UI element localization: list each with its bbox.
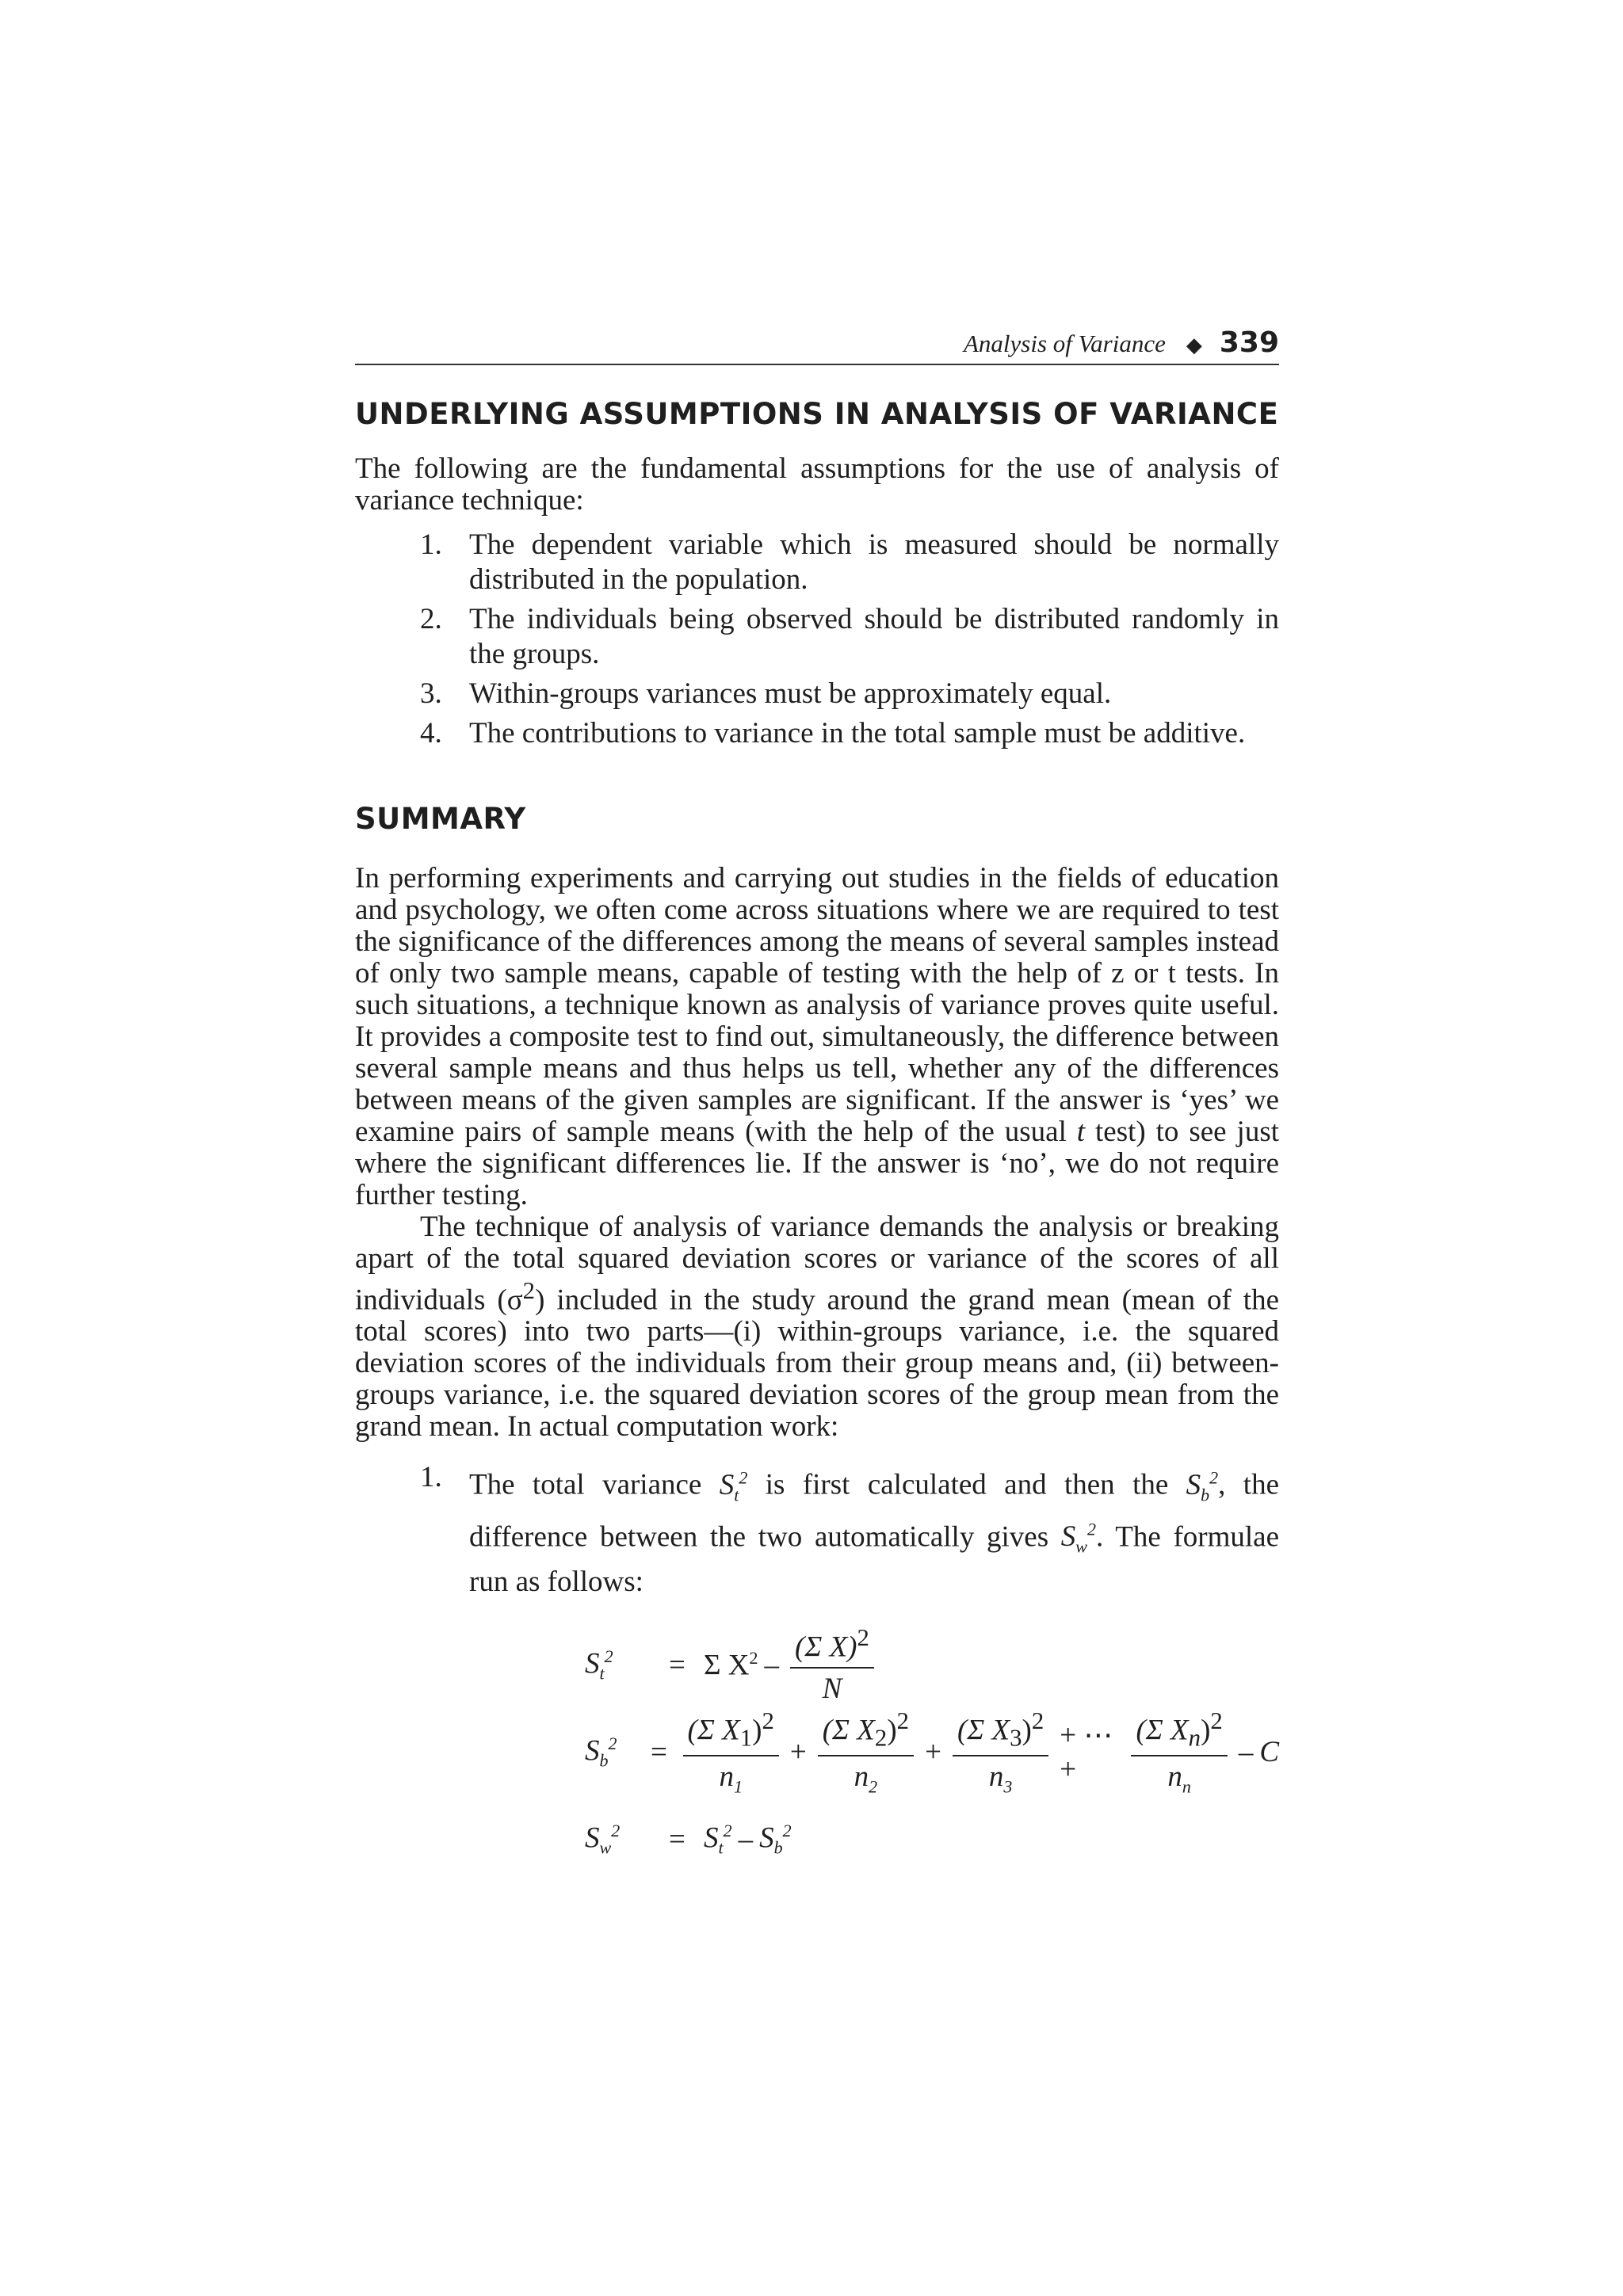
assumptions-intro: The following are the fundamental assumptions for the use of analysis of variance technique: (355, 452, 1279, 517)
formula-between-variance: $S_b^2$ = $\frac{(\Sigma X_1)^2}{n_1}$ + $\frac{(\Sigma X_2)^2}{n_2}$ + $\frac{(\Sigma X_3)^2}{n_3}$ + ⋯ + $\frac{(\Sigma X_n)^2}{n_n}$ – C (585, 1707, 1279, 1797)
formula-within-variance: $S_w^2$ = $S_t^2$ – $S_b^2$ (585, 1820, 792, 1858)
list-item: 3. Within-groups variances must be approximately equal. (420, 677, 1112, 710)
section-heading-summary: SUMMARY (355, 802, 526, 836)
diamond-icon: ◆ (1186, 334, 1202, 357)
formula-block (585, 1622, 1279, 1883)
page-number: 339 (1219, 326, 1279, 359)
summary-paragraph-2: The technique of analysis of variance demands the analysis or breaking apart of the total squared deviation scores or variance of the scores of all individuals $(\sigma^2)$ included in the study around the grand mean (mean of the total scores) into two parts—(i) within-groups variance, i.e. the squared deviation scores of the individuals from their group means and, (ii) between-groups variance, i.e. the squared deviation scores of the group mean from the grand mean. In actual computation work: (355, 1211, 1280, 1444)
computation-list (355, 1460, 1279, 1599)
running-title: Analysis of Variance (963, 330, 1166, 357)
assumptions-list (355, 528, 1279, 751)
list-item: 1. The dependent variable which is measured should be normally distributed in the population. (420, 528, 1279, 596)
running-header (355, 326, 1279, 365)
list-item: 2. The individuals being observed should be distributed randomly in the groups. (420, 603, 1279, 670)
list-item: 1. The total variance $S_t^2$ is first calculated and then the $S_b^2$, the difference between the two automatically gives $S_w^2$. The formulae run as follows: (420, 1461, 1280, 1598)
summary-paragraph-1: In performing experiments and carrying out studies in the fields of education and psychology, we often come across situations where we are required to test the significance of the differences among the means of several samples instead of only two sample means, capable of testing with the help of z or t tests. In such situations, a technique known as analysis of variance proves quite useful. It provides a composite test to find out, simultaneously, the difference between several sample means and thus helps us tell, whether any of the differences between means of the given samples are significant. If the answer is ‘yes’ we examine pairs of sample means (with the help of the usual t test) to see just where the significant differences lie. If the answer is ‘no’, we do not require further testing. (355, 862, 1279, 1211)
formula-total-variance: $S_t^2$ = Σ $X^2$ – $\frac{(\Sigma X)^2}{N}$ (585, 1622, 1279, 1709)
section-heading-assumptions: UNDERLYING ASSUMPTIONS IN ANALYSIS OF VARIANCE (355, 397, 1279, 431)
page-content (355, 326, 1279, 1883)
list-item: 4. The contributions to variance in the total sample must be additive. (420, 717, 1246, 749)
